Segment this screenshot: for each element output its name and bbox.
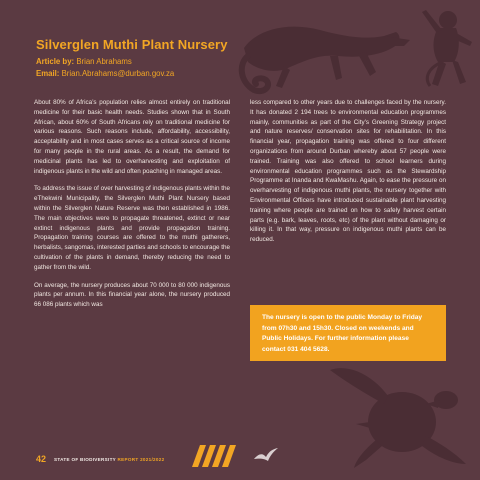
email-line xyxy=(36,68,174,80)
report-title-accent: REPORT 2021/2022 xyxy=(117,456,165,462)
article-title: Silverglen Muthi Plant Nursery xyxy=(36,37,228,52)
author-name: Brian Abrahams xyxy=(76,57,132,66)
author-label: Article by: xyxy=(36,57,75,66)
opening-hours-notice xyxy=(250,305,446,361)
body-paragraph: On average, the nursery produces about 70 000 to 80 000 indigenous plants per annum. In this financial year alone, the nursery produced 66 086 plants which was xyxy=(34,281,230,309)
body-paragraph: less compared to other years due to challenges faced by the nursery. It has donated 2 194 trees to environmental education programmes mainly, communities as part of the City’s Greening Strategy project and nature reserves/ conservation sites for rehabilitation. In this financial year, propagation training was offered to four different organizations from around Durban whereby about 57 people were trained. Training was also offered to school learners during environmental education programmes such as the Stewardship Programme at Inanda and KwaMashu. Again, to ease the pressure on overharvesting of indigenous muthi plants, the nursery together with Environmental Officers have introduced sustainable plant harvesting training where people are trained on how to safely harvest certain parts (e.g. bark, leaves, roots, etc) of the plant without damaging or killing it. In that way, pressure on indigenous muthi plants can be reduced. xyxy=(250,99,446,244)
diagonal-stripes-icon xyxy=(186,445,242,467)
email-label: Email: xyxy=(36,69,60,78)
report-title xyxy=(54,457,164,462)
email-link[interactable]: Brian.Abrahams@durban.gov.za xyxy=(61,69,175,78)
body-paragraph: To address the issue of over harvesting of indigenous plants within the eThekwini Municipality, the Silverglen Muthi Plant Nursery based within the Silverglen Nature Reserve was then established in 1986. The main objectives were to propagate threatened, extinct or near extinct indigenous plants and provide propagation training. Propagation training courses are offered to the muthi gatherers, herbalists, sangomas, interested parties and schools to encourage the cultivation of the plants in demand, thereby reducing the need to gather from the wild. xyxy=(34,185,230,271)
report-title-main: STATE OF BIODIVERSITY xyxy=(54,456,116,462)
body-column-right xyxy=(250,98,446,253)
notice-text: The nursery is open to the public Monday to Friday from 07h30 and 15h30. Closed on weekends and Public Holidays. For further information please contact 031 404 5628. xyxy=(262,314,423,353)
page-number: 42 xyxy=(36,454,47,464)
bird-icon xyxy=(253,447,279,467)
body-paragraph: About 80% of Africa’s population relies almost entirely on traditional medicine for their basic health needs. Studies shown that in South African, about 60% of South Africans rely on traditional medicine for various reasons. Such reasons include, affordability, accessibility, acceptability and in most cases serves as a critical source of income for many people in the rural areas. As a result, the demand for medicinal plants has led to overharvesting and exploitation of indigenous plants in the wild and often poaching in managed areas. xyxy=(34,99,230,175)
turtle-silhouette-icon xyxy=(326,360,470,472)
body-column-left xyxy=(34,98,230,318)
monkey-silhouette-icon xyxy=(418,8,476,88)
byline xyxy=(36,56,174,80)
author-line xyxy=(36,56,174,68)
chameleon-silhouette-icon xyxy=(238,6,416,102)
page-footer xyxy=(36,452,164,466)
